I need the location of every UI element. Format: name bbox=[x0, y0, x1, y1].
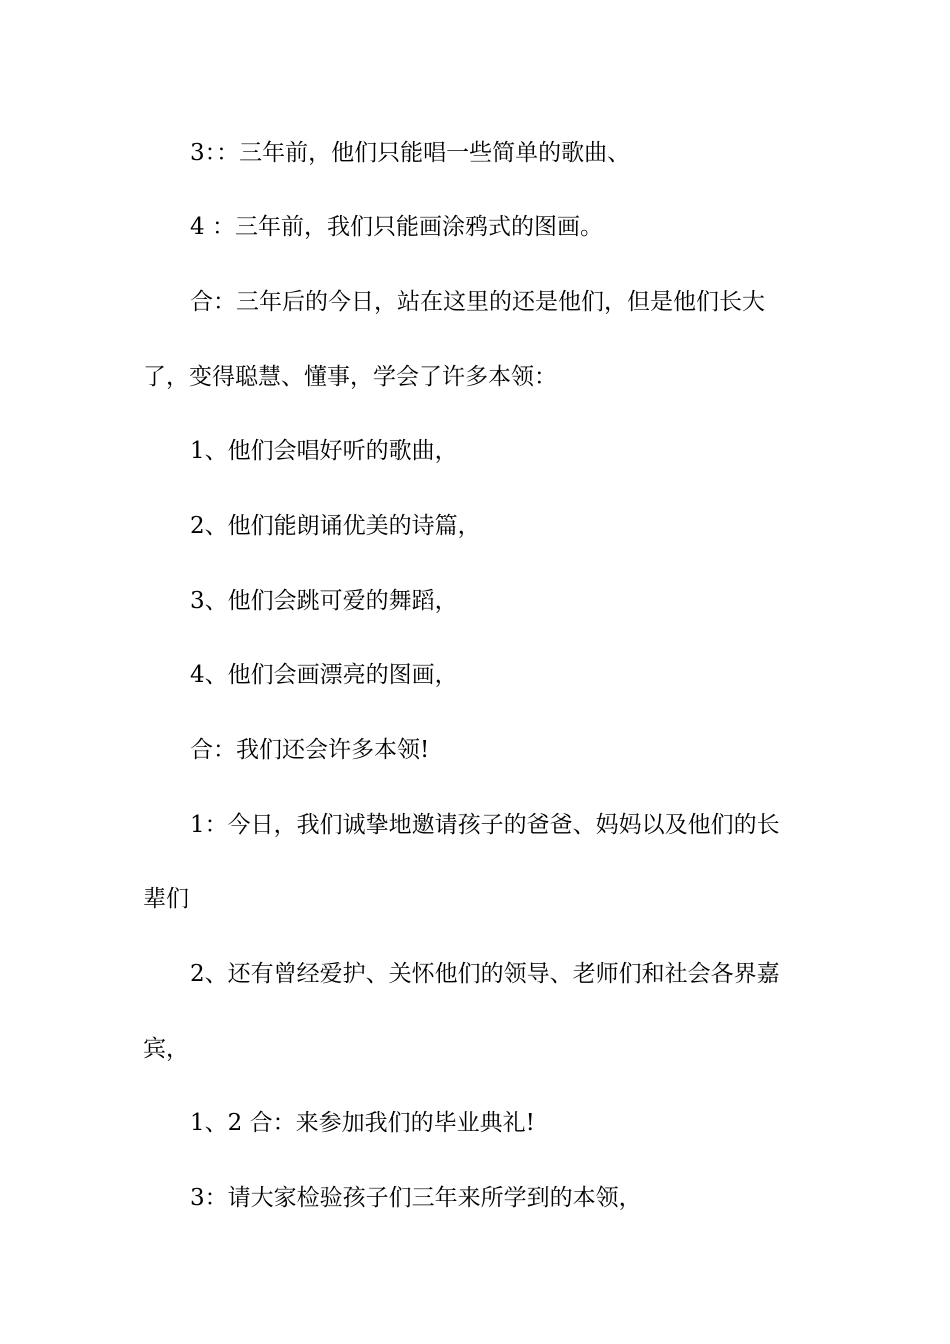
script-line: 3：请大家检验孩子们三年来所学到的本领， bbox=[190, 1185, 642, 1211]
script-line-continuation: 宾， bbox=[143, 1036, 189, 1062]
script-line: 2、还有曾经爱护、关怀他们的领导、老师们和社会各界嘉 bbox=[190, 961, 780, 987]
script-line: 1：今日，我们诚挚地邀请孩子的爸爸、妈妈以及他们的长 bbox=[190, 812, 780, 838]
script-line: 合：三年后的今日，站在这里的还是他们，但是他们长大 bbox=[190, 289, 765, 315]
script-line: 1、2 合：来参加我们的毕业典礼! bbox=[190, 1110, 535, 1136]
script-line-continuation: 了，变得聪慧、懂事，学会了许多本领： bbox=[143, 364, 557, 390]
script-line-continuation: 辈们 bbox=[143, 886, 189, 912]
script-line: 3：：三年前，他们只能唱一些简单的歌曲、 bbox=[190, 140, 631, 166]
list-item: 4、他们会画漂亮的图画， bbox=[190, 662, 458, 688]
list-item: 1、他们会唱好听的歌曲， bbox=[190, 438, 458, 464]
script-line: 4 ：三年前，我们只能画涂鸦式的图画。 bbox=[190, 214, 603, 240]
list-item: 2、他们能朗诵优美的诗篇， bbox=[190, 513, 481, 539]
list-item: 3、他们会跳可爱的舞蹈， bbox=[190, 588, 458, 614]
script-line: 合：我们还会许多本领! bbox=[190, 737, 430, 763]
